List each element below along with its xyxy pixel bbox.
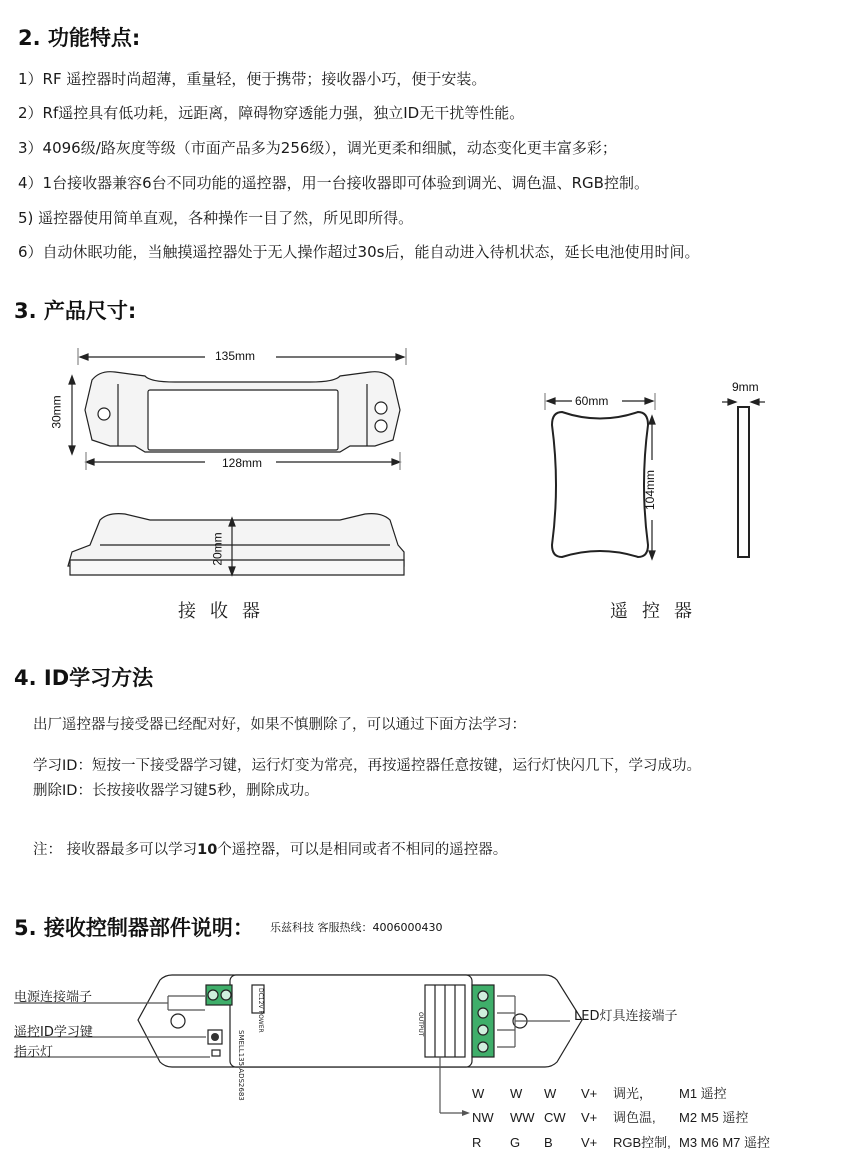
cell: M1 遥控 [679,1086,727,1101]
remote-caption: 遥控器 [610,601,706,622]
section4-title: 4. ID学习方法 [14,666,154,690]
feature-item-2: 2）Rf遥控具有低功耗，远距离，障碍物穿透能力强，独立ID无干扰等性能。 [18,104,525,122]
remote-height: 104mm [643,469,658,511]
hotline: 乐兹科技 客服热线：4006000430 [270,921,443,934]
cell: V+ [581,1110,598,1125]
cell: B [544,1135,553,1150]
id-learn: 学习ID：短按一下接受器学习键，运行灯变为常亮，再按遥控器任意按键，运行灯快闪几下，学习成功。 [33,758,701,774]
feature-item-3: 3）4096级/路灰度等级（市面产品多为256级），调光更柔和细腻，动态变化更丰富多彩； [18,139,617,157]
id-delete: 删除ID：长按接收器学习键5秒，删除成功。 [33,783,319,799]
feature-item-4: 4）1台接收器兼容6台不同功能的遥控器，用一台接收器即可体验到调光、调色温、RGB控制。 [18,174,649,192]
note-suffix: 个遥控器，可以是相同或者不相同的遥控器。 [217,842,508,858]
cell: G [510,1135,521,1150]
cell: W [510,1086,523,1101]
cell: RGB控制, [613,1135,671,1150]
receiver-width-inner: 128mm [222,456,263,470]
label-led: LED灯具连接端子 [574,1009,678,1024]
id-intro: 出厂遥控器与接受器已经配对好，如果不慎删除了，可以通过下面方法学习： [33,717,526,733]
cell: W [472,1086,485,1101]
cell: V+ [581,1086,598,1101]
cell: 调色温, [613,1110,656,1125]
receiver-caption: 接收器 [178,601,274,622]
cell: V+ [581,1135,598,1150]
cell: NW [472,1110,494,1125]
feature-item-1: 1）RF 遥控器时尚超薄，重量轻，便于携带；接收器小巧，便于安装。 [18,70,487,88]
id-note [33,838,507,859]
device-power-mark: DC12V POWER [257,988,264,1033]
cell: M2 M5 遥控 [679,1110,749,1125]
feature-item-5: 5) 遥控器使用简单直观，各种操作一目了然，所见即所得。 [18,209,414,227]
cell: W [544,1086,557,1101]
note-bold: 10 [197,842,218,858]
label-power: 电源连接端子 [14,990,93,1005]
section2-title: 2. 功能特点: [18,26,141,50]
note-prefix: 注： 接收器最多可以学习 [33,842,198,858]
device-out-mark: OUTPUT [417,1012,424,1037]
feature-item-6: 6）自动休眠功能，当触摸遥控器处于无人操作超过30s后，能自动进入待机状态，延长电池使用时间。 [18,243,700,261]
section3-title: 3. 产品尺寸: [14,299,137,323]
receiver-depth: 20mm [210,532,225,566]
wiring-row-1 [472,1083,727,1102]
wiring-row-3 [472,1132,770,1151]
receiver-width-outer: 135mm [215,349,256,363]
label-learn-key: 遥控ID学习键 [14,1025,93,1040]
cell: WW [510,1110,535,1125]
wiring-row-2 [472,1107,748,1126]
section5-title: 5. 接收控制器部件说明： [14,916,254,940]
cell: CW [544,1110,566,1125]
remote-thickness: 9mm [732,380,759,394]
label-indicator: 指示灯 [14,1045,54,1060]
device-model: SMELL135 ADS2683 [237,1030,245,1101]
remote-width: 60mm [575,394,609,408]
cell: R [472,1135,482,1150]
receiver-height: 30mm [49,395,64,429]
cell: M3 M6 M7 遥控 [679,1135,771,1150]
cell: 调光， [613,1086,653,1101]
